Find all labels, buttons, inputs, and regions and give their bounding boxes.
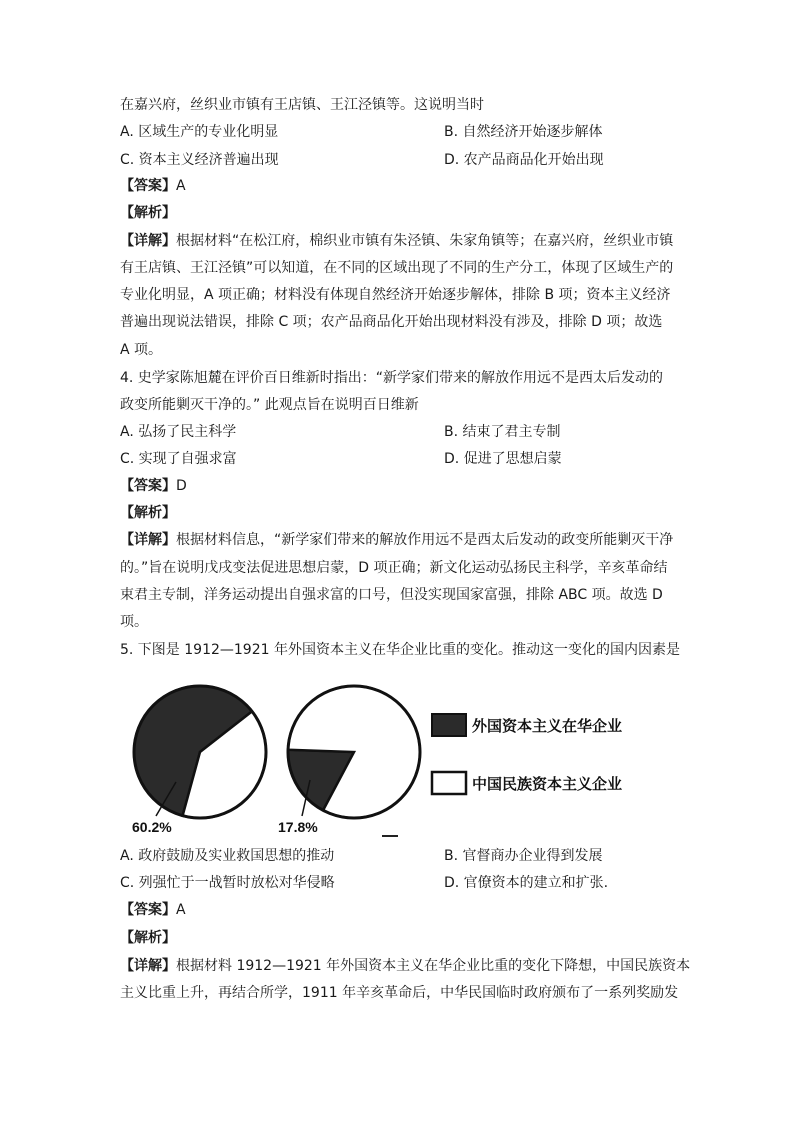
q5-analysis-tag: 【解析】 <box>120 930 176 946</box>
answer-value: D <box>176 478 187 494</box>
q5-detail-line <box>120 956 690 976</box>
detail-text: 根据材料 1912—1921 年外国资本主义在华企业比重的变化下降想，中国民族资本 <box>176 958 691 974</box>
q4-option-b: B. 结束了君主专制 <box>444 424 561 440</box>
pie-charts <box>120 670 680 840</box>
answer-value: A <box>176 178 186 194</box>
q4-stem: 4. 史学家陈旭麓在评价百日维新时指出：“新学家们带来的解放作用远不是西太后发动的 <box>120 370 664 386</box>
q5-option-b: B. 官督商办企业得到发展 <box>444 848 603 864</box>
pie-chart-1921 <box>288 686 420 818</box>
detail-tag: 【详解】 <box>120 233 176 249</box>
q3-option-d: D. 农产品商品化开始出现 <box>444 152 604 168</box>
answer-value: A <box>176 902 186 918</box>
q5-option-c: C. 列强忙于一战暂时放松对华侵略 <box>120 875 335 891</box>
q3-detail-line: 普遍出现说法错误，排除 C 项；农产品商品化开始出现材料没有涉及，排除 D 项；故选 <box>120 314 663 330</box>
q3-detail-line: 专业化明显，A 项正确；材料没有体现自然经济开始逐步解体，排除 B 项；资本主义经济 <box>120 287 671 303</box>
legend-swatch-domestic <box>432 772 466 794</box>
q3-answer-line <box>120 176 186 196</box>
q4-detail-line: 项。 <box>120 614 148 630</box>
q3-option-a: A. 区域生产的专业化明显 <box>120 124 279 140</box>
q5-detail-line: 主义比重上升，再结合所学，1911 年辛亥革命后，中华民国临时政府颁布了一系列奖励发 <box>120 985 679 1001</box>
q4-detail-line <box>120 530 673 550</box>
detail-tag: 【详解】 <box>120 958 176 974</box>
q3-option-b: B. 自然经济开始逐步解体 <box>444 124 603 140</box>
q5-answer-line <box>120 900 186 920</box>
q4-detail-line: 束君主专制，洋务运动提出自强求富的口号，但没实现国家富强，排除 ABC 项。故选 D <box>120 587 663 603</box>
answer-tag: 【答案】 <box>120 178 176 194</box>
q5-option-d: D. 官僚资本的建立和扩张. <box>444 875 609 891</box>
q3-stem: 在嘉兴府，丝织业市镇有王店镇、王江泾镇等。这说明当时 <box>120 97 484 113</box>
detail-tag: 【详解】 <box>120 532 176 548</box>
pie-chart-figure <box>120 670 680 840</box>
q5-option-a: A. 政府鼓励及实业救国思想的推动 <box>120 848 335 864</box>
q3-detail-line <box>120 231 673 251</box>
answer-tag: 【答案】 <box>120 478 176 494</box>
q4-answer-line <box>120 476 187 496</box>
answer-tag: 【答案】 <box>120 902 176 918</box>
q4-option-a: A. 弘扬了民主科学 <box>120 424 237 440</box>
q4-option-d: D. 促进了思想启蒙 <box>444 451 562 467</box>
q3-detail-line: A 项。 <box>120 342 163 358</box>
pie-chart-1912 <box>134 686 266 818</box>
pie2-percent-label: 17.8% <box>278 819 318 835</box>
legend-label-domestic: 中国民族资本主义企业 <box>472 775 623 793</box>
q3-option-c: C. 资本主义经济普遍出现 <box>120 152 279 168</box>
q4-detail-line: 的。”旨在说明戊戌变法促进思想启蒙，D 项正确；新文化运动弘扬民主科学，辛亥革命结 <box>120 560 668 576</box>
detail-text: 根据材料“在松江府，棉织业市镇有朱泾镇、朱家角镇等；在嘉兴府，丝织业市镇 <box>176 233 674 249</box>
q4-stem: 政变所能剿灭干净的。” 此观点旨在说明百日维新 <box>120 397 419 413</box>
legend-swatch-foreign <box>432 714 466 736</box>
legend-label-foreign: 外国资本主义在华企业 <box>472 717 623 735</box>
pie1-percent-label: 60.2% <box>132 819 172 835</box>
detail-text: 根据材料信息，“新学家们带来的解放作用远不是西太后发动的政变所能剿灭干净 <box>176 532 674 548</box>
q3-analysis-tag: 【解析】 <box>120 205 176 221</box>
q4-option-c: C. 实现了自强求富 <box>120 451 237 467</box>
q4-analysis-tag: 【解析】 <box>120 505 176 521</box>
q3-detail-line: 有王店镇、王江泾镇”可以知道，在不同的区域出现了不同的生产分工，体现了区域生产的 <box>120 260 674 276</box>
q5-stem: 5. 下图是 1912—1921 年外国资本主义在华企业比重的变化。推动这一变化的国内因素是 <box>120 642 680 658</box>
